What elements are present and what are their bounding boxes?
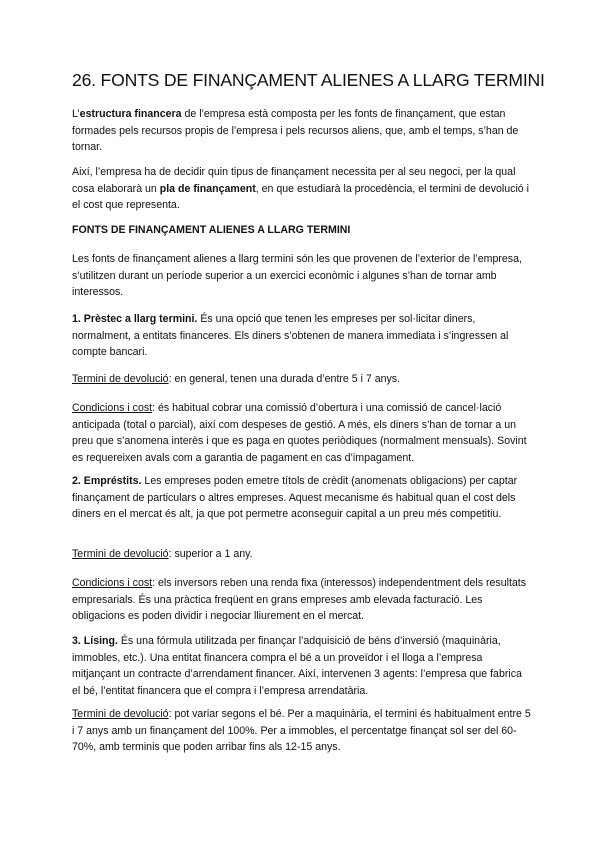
section-intro-paragraph: Les fonts de finançament alienes a llarg termini són les que provenen de l’exterior de l’empresa, s’utilitzen durant un període superior a un exercici econòmic i algunes s’han de tornar amb interessos. [72,253,522,299]
intro-paragraph-2 [72,164,532,214]
item-2-conditions-paragraph [72,575,532,625]
intro-p2-bold: pla de finançament [159,182,256,195]
item-3-text: És una fórmula utilitzada per finançar l’adquisició de béns d’inversió (maquinària, immobles, etc.). Una entitat financera compra el bé a un proveïdor i el lloga a l’empresa mitjançant un contracte d’arrendament financer. Així, intervenen 3 agents: l’empresa que fabrica el bé, l’entitat financera que el compra i l’empresa arrendatària. [72,635,522,697]
item-1-term-paragraph [72,371,532,388]
item-2-title: 2. Empréstits. [72,475,142,487]
page-title: 26. FONTS DE FINANÇAMENT ALIENES A LLARG TERMINI [72,70,545,90]
item-1-conditions-text: : és habitual cobrar una comissió d’obertura i una comissió de cancel·lació anticipada (total o parcial), així com despeses de gestió. A més, els diners s’han de tornar a un preu que s’anomena interès i que es paga en quotes periòdiques (normalment mensuals). Sovint es requereixen avals com a garantia de pagament en cas d’impagament. [72,402,527,464]
item-1-conditions-label: Condicions i cost [72,402,153,414]
item-1-title: 1. Prèstec a llarg termini. [72,313,198,325]
item-3-term-paragraph [72,706,532,756]
item-1-term-label: Termini de devolució [72,373,169,385]
item-3-paragraph [72,633,532,699]
item-2-term-paragraph [72,546,532,563]
intro-p1-bold: estructura financera [79,108,182,120]
item-1-paragraph [72,311,532,361]
item-2-term-label: Termini de devolució [72,548,169,560]
item-2-paragraph [72,473,532,523]
item-2-conditions-text: : els inversors reben una renda fixa (interessos) independentment dels resultats empresarials. És una pràctica freqüent en grans empreses amb elevada facturació. Les obligacions es poden dividir i negociar lliurement en el mercat. [72,577,527,623]
item-2-conditions-label: Condicions i cost [72,577,153,589]
item-1-conditions-paragraph [72,400,532,466]
intro-p1-text-pre: L’ [72,108,80,120]
item-1-text: És una opció que tenen les empreses per sol·licitar diners, normalment, a entitats financeres. Els diners s’obtenen de manera immediata i s’ingressen al compte bancari. [72,313,509,359]
item-2-text: Les empreses poden emetre títols de crèdit (anomenats obligacions) per captar finançament de particulars o altres empreses. Aquest mecanisme és habitual quan el cost dels diners en el mercat és alt, ja que pot permetre aconseguir capital a un preu més competitiu. [72,475,518,521]
intro-p2-text-post: , en que estudiarà la procedència, el termini de devolució i el cost que representa. [72,182,529,212]
item-3-term-text: : pot variar segons el bé. Per a maquinària, el termini és habitualment entre 5 i 7 anys amb un finançament del 100%. Per a immobles, el percentatge finançat sol ser del 60-70%, amb terminis que poden arribar fins als 12-15 anys. [72,708,531,754]
item-3-title: 3. Lísing. [72,635,118,647]
item-2-term-text: : superior a 1 any. [168,548,253,560]
item-1-term-text: : en general, tenen una durada d’entre 5 i 7 anys. [168,373,401,385]
item-3-term-label: Termini de devolució [72,708,169,720]
section-heading: FONTS DE FINANÇAMENT ALIENES A LLARG TERMINI [72,224,351,236]
intro-p1-text-post: de l’empresa està composta per les fonts de finançament, que estan formades pels recursos propis de l’empresa i pels recursos aliens, que, amb el temps, s’han de tornar. [72,108,519,154]
intro-p2-text-pre: Així, l’empresa ha de decidir quin tipus de finançament necessita per al seu negoci, per la qual cosa elaborarà un [72,166,516,195]
intro-paragraph-1 [72,106,532,156]
